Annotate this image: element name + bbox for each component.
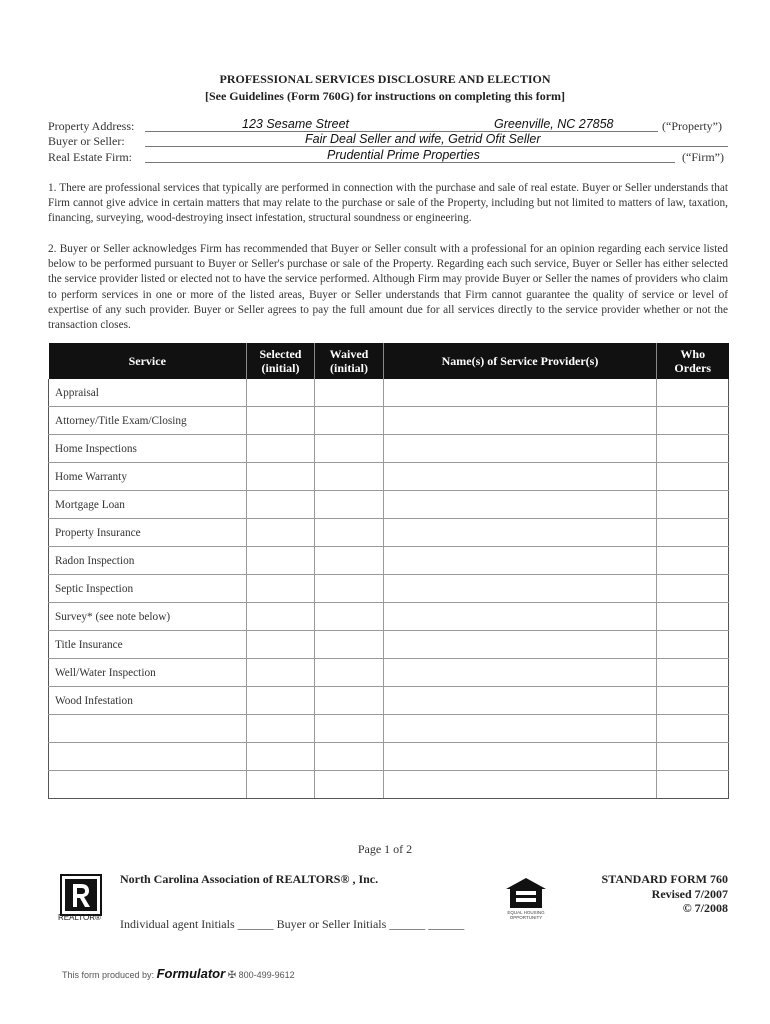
header-selected-line1: Selected <box>259 347 302 361</box>
table-row <box>49 659 729 687</box>
firm-tag: (“Firm”) <box>682 150 724 164</box>
service-name-cell <box>49 715 247 743</box>
waived-initial-cell[interactable] <box>315 743 384 771</box>
service-name-cell: Well/Water Inspection <box>49 659 247 687</box>
selected-initial-cell[interactable] <box>247 407 315 435</box>
table-header-row <box>49 343 729 379</box>
selected-initial-cell[interactable] <box>247 715 315 743</box>
property-tag: (“Property”) <box>662 119 722 133</box>
table-row <box>49 603 729 631</box>
header-selected-line2: (initial) <box>261 361 300 375</box>
selected-initial-cell[interactable] <box>247 491 315 519</box>
service-name-cell: Survey* (see note below) <box>49 603 247 631</box>
service-provider-cell[interactable] <box>384 659 657 687</box>
buyer-seller-value: Fair Deal Seller and wife, Getrid Ofit Seller <box>305 132 541 146</box>
selected-initial-cell[interactable] <box>247 687 315 715</box>
table-row <box>49 687 729 715</box>
producer-line <box>62 966 295 981</box>
waived-initial-cell[interactable] <box>315 659 384 687</box>
table-row <box>49 519 729 547</box>
standard-form-revised: Revised 7/2007 <box>651 886 728 901</box>
who-orders-cell[interactable] <box>657 379 729 407</box>
service-provider-cell[interactable] <box>384 715 657 743</box>
who-orders-cell[interactable] <box>657 519 729 547</box>
who-orders-cell[interactable] <box>657 491 729 519</box>
table-row <box>49 575 729 603</box>
initials-line[interactable]: Individual agent Initials ______ Buyer or Seller Initials ______ ______ <box>120 917 465 931</box>
service-provider-cell[interactable] <box>384 463 657 491</box>
who-orders-cell[interactable] <box>657 435 729 463</box>
header-who-line2: Orders <box>674 361 712 375</box>
header-who-line1: Who <box>680 347 706 361</box>
waived-initial-cell[interactable] <box>315 379 384 407</box>
header-service-providers: Name(s) of Service Provider(s) <box>384 343 657 379</box>
service-name-cell: Septic Inspection <box>49 575 247 603</box>
buyer-seller-label: Buyer or Seller: <box>48 134 125 148</box>
service-name-cell: Home Warranty <box>49 463 247 491</box>
service-provider-cell[interactable] <box>384 743 657 771</box>
selected-initial-cell[interactable] <box>247 603 315 631</box>
service-provider-cell[interactable] <box>384 603 657 631</box>
producer-phone: 800-499-9612 <box>238 970 295 980</box>
services-table <box>48 343 729 799</box>
service-provider-cell[interactable] <box>384 519 657 547</box>
service-provider-cell[interactable] <box>384 547 657 575</box>
real-estate-firm-value: Prudential Prime Properties <box>327 148 480 162</box>
producer-brand: Formulator <box>156 966 226 981</box>
waived-initial-cell[interactable] <box>315 575 384 603</box>
table-row <box>49 463 729 491</box>
service-name-cell: Radon Inspection <box>49 547 247 575</box>
form-title: PROFESSIONAL SERVICES DISCLOSURE AND ELECTION <box>219 72 551 86</box>
who-orders-cell[interactable] <box>657 575 729 603</box>
who-orders-cell[interactable] <box>657 743 729 771</box>
table-row <box>49 407 729 435</box>
waived-initial-cell[interactable] <box>315 631 384 659</box>
header-waived-line2: (initial) <box>330 361 368 375</box>
real-estate-firm-label: Real Estate Firm: <box>48 150 132 164</box>
standard-form-block <box>560 872 728 916</box>
service-name-cell <box>49 771 247 799</box>
selected-initial-cell[interactable] <box>247 547 315 575</box>
service-provider-cell[interactable] <box>384 687 657 715</box>
selected-initial-cell[interactable] <box>247 463 315 491</box>
service-provider-cell[interactable] <box>384 379 657 407</box>
realtor-logo-icon <box>60 874 102 916</box>
header-selected <box>247 343 315 379</box>
service-provider-cell[interactable] <box>384 575 657 603</box>
who-orders-cell[interactable] <box>657 715 729 743</box>
header-waived <box>315 343 384 379</box>
selected-initial-cell[interactable] <box>247 435 315 463</box>
table-row <box>49 771 729 799</box>
producer-prefix: This form produced by: <box>62 970 155 980</box>
waived-initial-cell[interactable] <box>315 463 384 491</box>
table-row <box>49 379 729 407</box>
who-orders-cell[interactable] <box>657 547 729 575</box>
realtor-logo-text: REALTOR® <box>58 913 101 922</box>
who-orders-cell[interactable] <box>657 687 729 715</box>
service-name-cell: Attorney/Title Exam/Closing <box>49 407 247 435</box>
service-name-cell: Appraisal <box>49 379 247 407</box>
service-name-cell: Mortgage Loan <box>49 491 247 519</box>
service-name-cell: Wood Infestation <box>49 687 247 715</box>
service-name-cell: Property Insurance <box>49 519 247 547</box>
table-row <box>49 715 729 743</box>
who-orders-cell[interactable] <box>657 463 729 491</box>
page-number: Page 1 of 2 <box>357 842 413 856</box>
eho-line-1: EQUAL HOUSING <box>507 910 545 915</box>
header-who-orders <box>657 343 729 379</box>
header-service: Service <box>49 343 247 379</box>
waived-initial-cell[interactable] <box>315 491 384 519</box>
selected-initial-cell[interactable] <box>247 379 315 407</box>
service-provider-cell[interactable] <box>384 771 657 799</box>
paragraph-1: 1. There are professional services that typically are performed in connection with the purchase and sale of real estate. Buyer or Seller understands that Firm cannot give advice in certain matters that may relate to the purchase or sale of the Property, including but not limited to matters of law, taxation, financing, surveying, wood-destroying insect infestation, structural soundness or engineering. <box>48 182 728 225</box>
table-row <box>49 743 729 771</box>
selected-initial-cell[interactable] <box>247 659 315 687</box>
who-orders-cell[interactable] <box>657 771 729 799</box>
selected-initial-cell[interactable] <box>247 575 315 603</box>
property-street-value: 123 Sesame Street <box>242 117 350 131</box>
waived-initial-cell[interactable] <box>315 435 384 463</box>
selected-initial-cell[interactable] <box>247 519 315 547</box>
waived-initial-cell[interactable] <box>315 687 384 715</box>
waived-initial-cell[interactable] <box>315 519 384 547</box>
waived-initial-cell[interactable] <box>315 715 384 743</box>
service-provider-cell[interactable] <box>384 631 657 659</box>
who-orders-cell[interactable] <box>657 659 729 687</box>
equal-housing-icon <box>504 877 548 909</box>
eho-line-2: OPPORTUNITY <box>509 915 543 920</box>
service-provider-cell[interactable] <box>384 435 657 463</box>
service-name-cell: Title Insurance <box>49 631 247 659</box>
who-orders-cell[interactable] <box>657 603 729 631</box>
who-orders-cell[interactable] <box>657 407 729 435</box>
paragraph-2: 2. Buyer or Seller acknowledges Firm has recommended that Buyer or Seller consult with a professional for an opinion regarding each service listed below to be performed pursuant to Buyer or Seller's purchase or sale of the Property. Regarding each such service, Buyer or Seller has either selected the service provider listed or elected not to have the service performed. Although Firm may provide Buyer or Seller the names of providers who claim to perform services in one or more of the listed areas, Buyer or Seller understands that Firm cannot guarantee the quality of service or level of expertise of any such provider. Buyer or Seller agrees to pay the full amount due for all services directly to the service provider whether or not the transaction closes. <box>48 243 728 332</box>
formulator-icon: ✠ <box>227 970 237 981</box>
property-city-value: Greenville, NC 27858 <box>494 117 614 131</box>
waived-initial-cell[interactable] <box>315 547 384 575</box>
selected-initial-cell[interactable] <box>247 771 315 799</box>
equal-housing-text <box>495 910 557 920</box>
service-provider-cell[interactable] <box>384 407 657 435</box>
table-row <box>49 631 729 659</box>
standard-form-name: STANDARD FORM 760 <box>601 872 728 886</box>
selected-initial-cell[interactable] <box>247 743 315 771</box>
table-row <box>49 491 729 519</box>
waived-initial-cell[interactable] <box>315 603 384 631</box>
waived-initial-cell[interactable] <box>315 771 384 799</box>
service-name-cell: Home Inspections <box>49 435 247 463</box>
property-address-label: Property Address: <box>48 119 135 133</box>
standard-form-copyright: © 7/2008 <box>682 901 728 915</box>
waived-initial-cell[interactable] <box>315 407 384 435</box>
form-subtitle: [See Guidelines (Form 760G) for instructions on completing this form] <box>204 89 566 103</box>
nc-association-name: North Carolina Association of REALTORS® , Inc. <box>120 872 379 886</box>
selected-initial-cell[interactable] <box>247 631 315 659</box>
header-waived-line1: Waived <box>329 347 369 361</box>
table-row <box>49 547 729 575</box>
table-row <box>49 435 729 463</box>
who-orders-cell[interactable] <box>657 631 729 659</box>
service-provider-cell[interactable] <box>384 491 657 519</box>
service-name-cell <box>49 743 247 771</box>
